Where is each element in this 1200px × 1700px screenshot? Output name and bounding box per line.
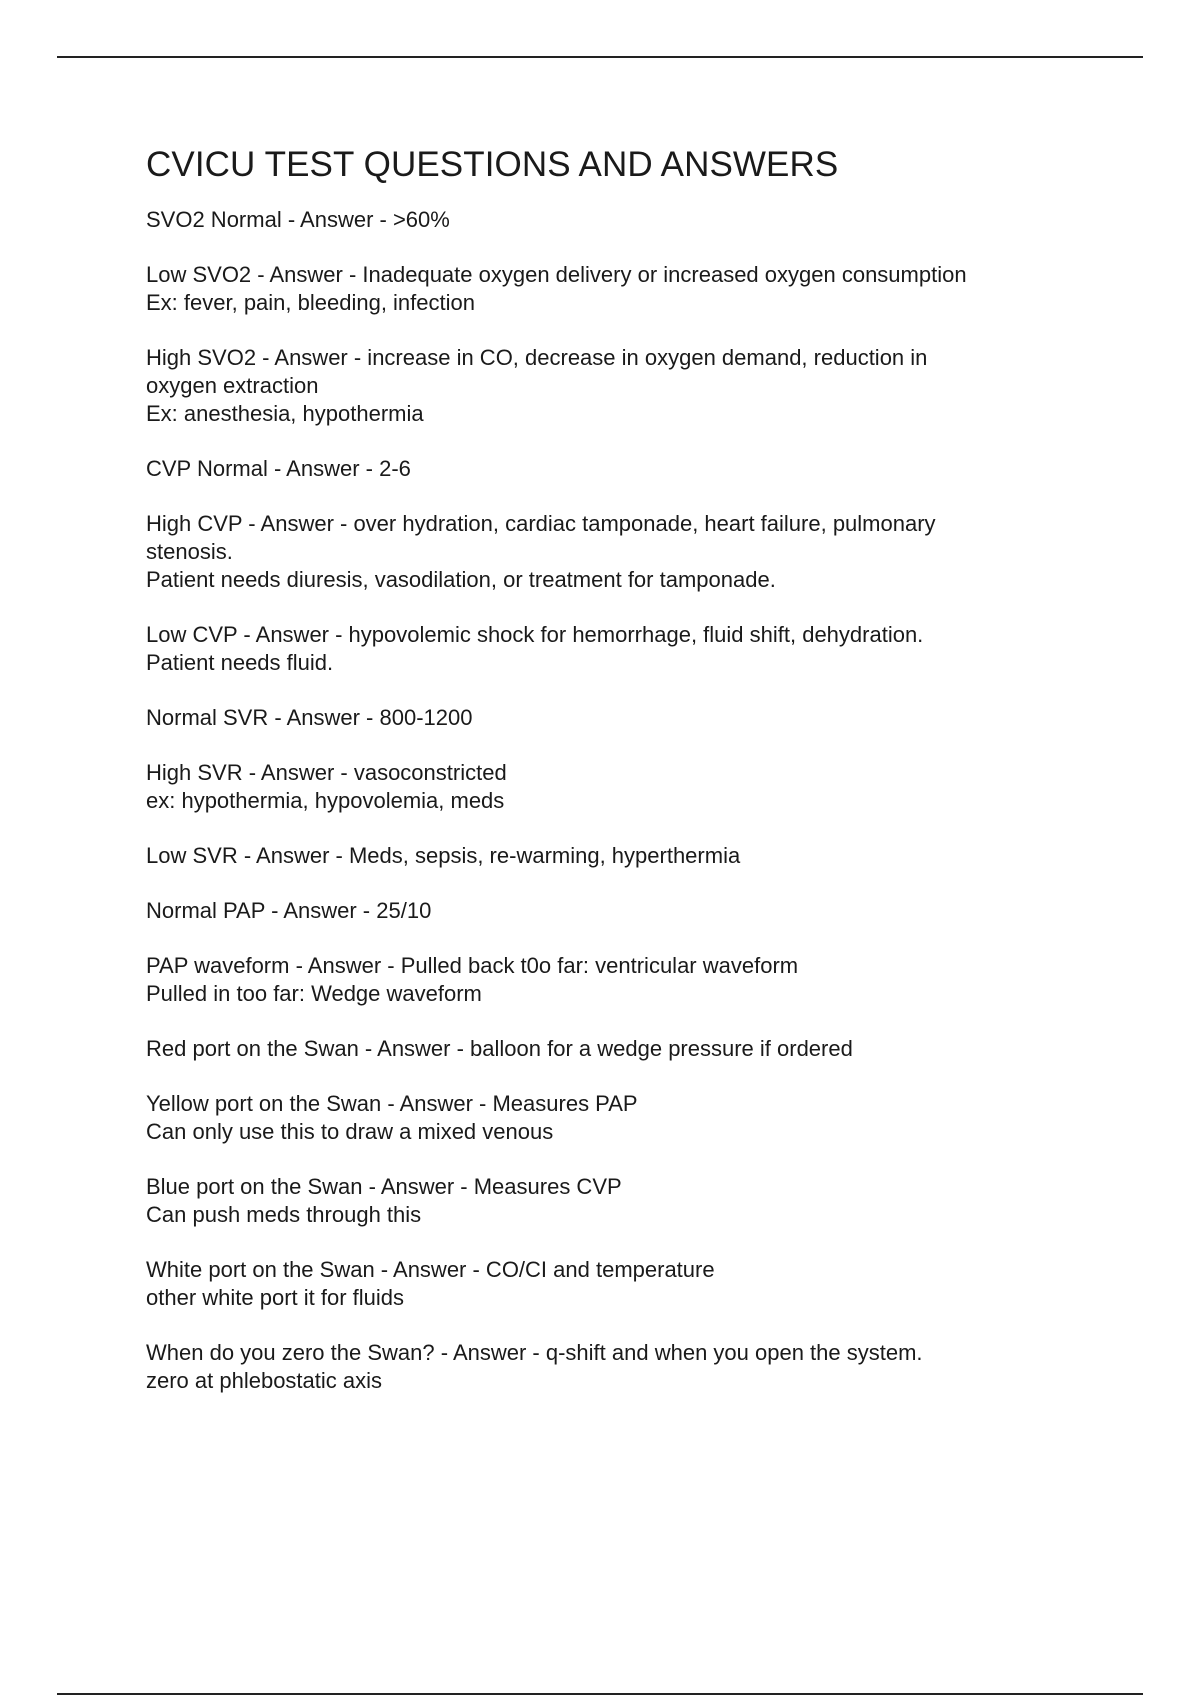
qa-line: Low SVO2 - Answer - Inadequate oxygen delivery or increased oxygen consumption [146, 262, 967, 287]
qa-item [146, 1339, 1066, 1395]
qa-line: Patient needs fluid. [146, 650, 334, 675]
qa-line: High SVR - Answer - vasoconstricted [146, 760, 507, 785]
qa-line: Blue port on the Swan - Answer - Measures CVP [146, 1174, 622, 1199]
qa-line: Red port on the Swan - Answer - balloon for a wedge pressure if ordered [146, 1036, 853, 1061]
qa-line: White port on the Swan - Answer - CO/CI and temperature [146, 1257, 715, 1282]
qa-line: When do you zero the Swan? - Answer - q-shift and when you open the system. [146, 1340, 923, 1365]
qa-line: Ex: anesthesia, hypothermia [146, 401, 424, 426]
qa-item [146, 206, 1066, 234]
qa-item [146, 704, 1066, 732]
qa-line: Ex: fever, pain, bleeding, infection [146, 290, 475, 315]
qa-line: Normal PAP - Answer - 25/10 [146, 898, 432, 923]
qa-line: Can push meds through this [146, 1202, 422, 1227]
qa-item [146, 344, 1066, 428]
qa-line: oxygen extraction [146, 373, 319, 398]
qa-line: CVP Normal - Answer - 2-6 [146, 456, 411, 481]
qa-item [146, 261, 1066, 317]
qa-line: Normal SVR - Answer - 800-1200 [146, 705, 473, 730]
qa-line: Low SVR - Answer - Meds, sepsis, re-warming, hyperthermia [146, 843, 741, 868]
qa-line: High CVP - Answer - over hydration, cardiac tamponade, heart failure, pulmonary [146, 511, 936, 536]
qa-item [146, 1173, 1066, 1229]
qa-line: Patient needs diuresis, vasodilation, or treatment for tamponade. [146, 567, 776, 592]
qa-line: Low CVP - Answer - hypovolemic shock for hemorrhage, fluid shift, dehydration. [146, 622, 924, 647]
qa-line: stenosis. [146, 539, 233, 564]
qa-line: other white port it for fluids [146, 1285, 405, 1310]
qa-line: Can only use this to draw a mixed venous [146, 1119, 554, 1144]
qa-line: Yellow port on the Swan - Answer - Measures PAP [146, 1091, 638, 1116]
qa-line: SVO2 Normal - Answer - >60% [146, 207, 450, 232]
qa-item [146, 759, 1066, 815]
qa-item [146, 842, 1066, 870]
qa-item [146, 455, 1066, 483]
qa-line: ex: hypothermia, hypovolemia, meds [146, 788, 505, 813]
qa-item [146, 510, 1066, 594]
bottom-divider [57, 1693, 1143, 1695]
qa-item [146, 1090, 1066, 1146]
top-divider [57, 56, 1143, 58]
qa-item [146, 952, 1066, 1008]
qa-item [146, 621, 1066, 677]
qa-line: High SVO2 - Answer - increase in CO, decrease in oxygen demand, reduction in [146, 345, 928, 370]
document-body [146, 142, 1066, 1422]
qa-item [146, 1035, 1066, 1063]
qa-line: Pulled in too far: Wedge waveform [146, 981, 482, 1006]
document-title: CVICU TEST QUESTIONS AND ANSWERS [146, 145, 839, 184]
qa-item [146, 897, 1066, 925]
qa-item [146, 1256, 1066, 1312]
qa-line: PAP waveform - Answer - Pulled back t0o far: ventricular waveform [146, 953, 799, 978]
qa-line: zero at phlebostatic axis [146, 1368, 383, 1393]
